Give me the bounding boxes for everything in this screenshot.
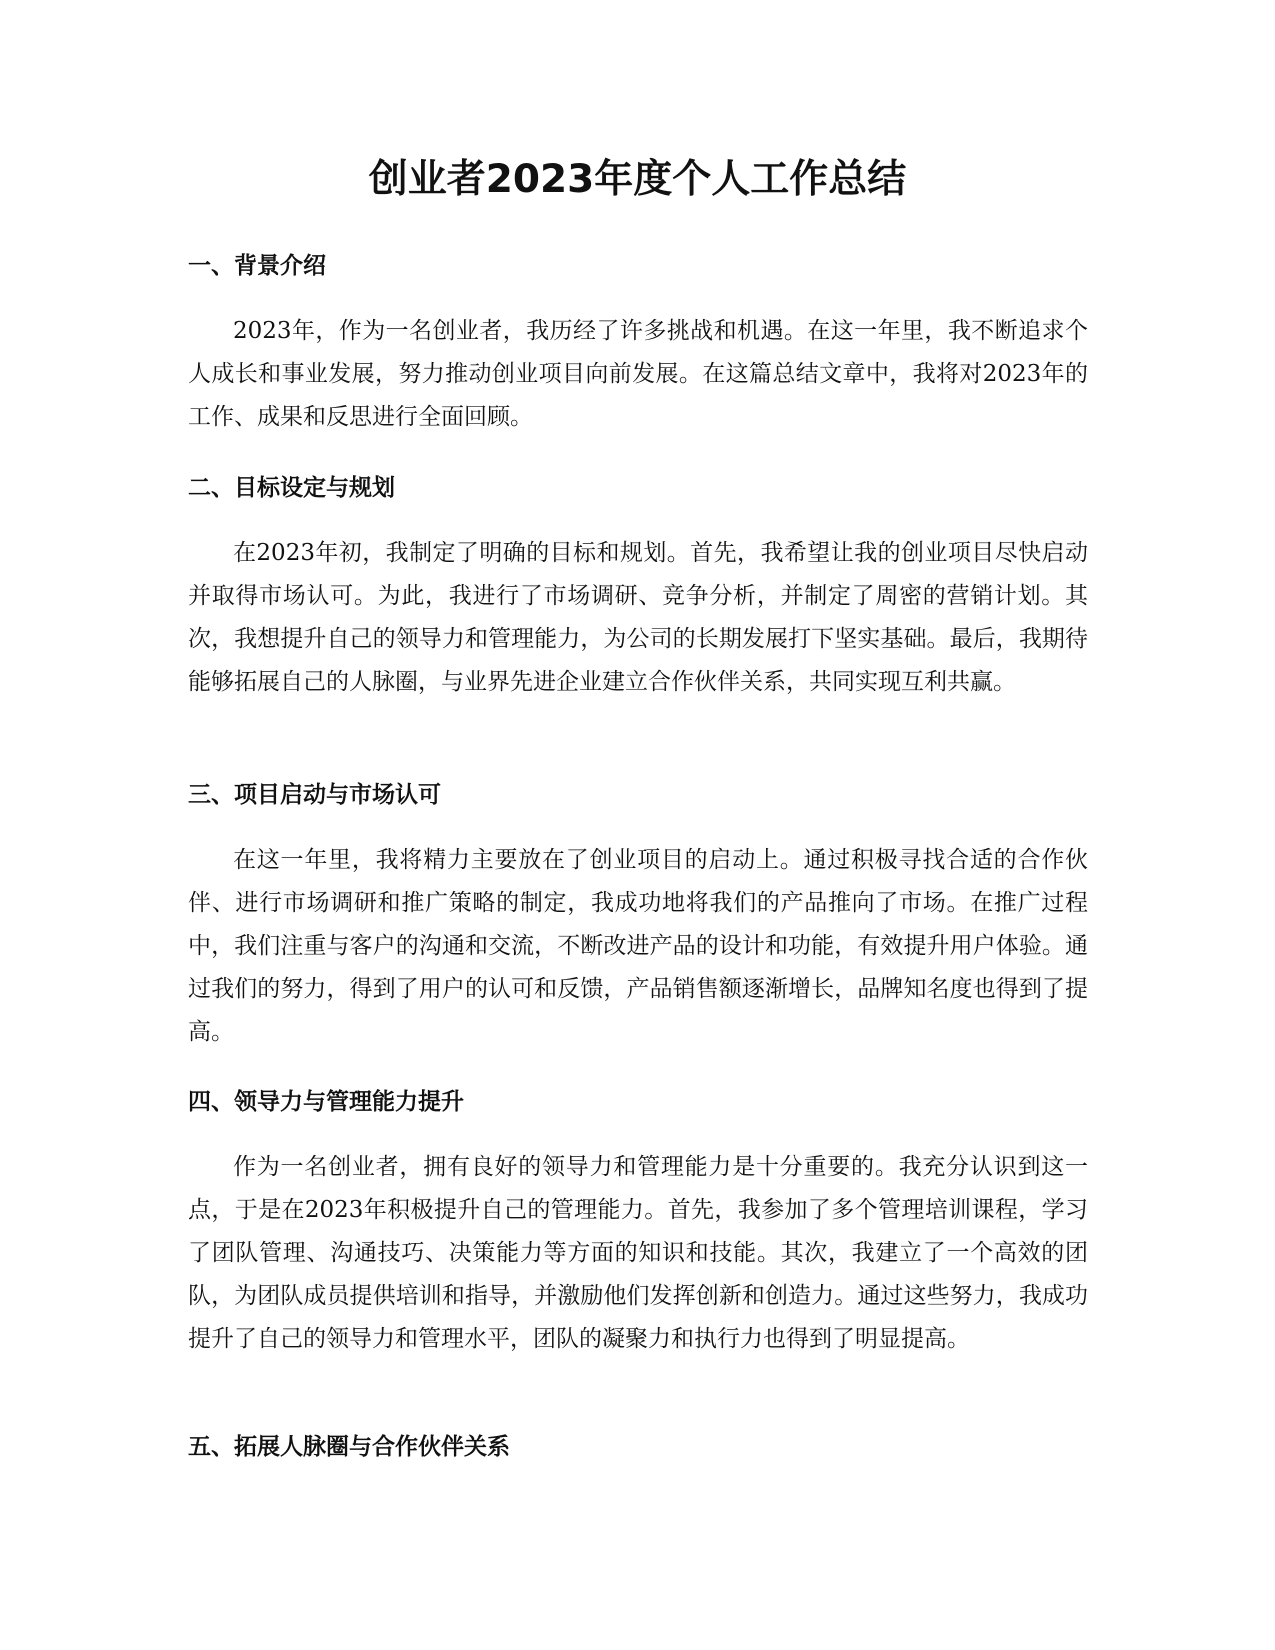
section-paragraph-leadership: 作为一名创业者，拥有良好的领导力和管理能力是十分重要的。我充分认识到这一点，于是在2023年积极提升自己的管理能力。首先，我参加了多个管理培训课程，学习了团队管理、沟通技巧、决策能力等方面的知识和技能。其次，我建立了一个高效的团队，为团队成员提供培训和指导，并激励他们发挥创新和创造力。通过这些努力，我成功提升了自己的领导力和管理水平，团队的凝聚力和执行力也得到了明显提高。 — [188, 1154, 1088, 1352]
section-heading-background: 一、背景介绍 — [188, 253, 326, 279]
section-paragraph-goals: 在2023年初，我制定了明确的目标和规划。首先，我希望让我的创业项目尽快启动并取得市场认可。为此，我进行了市场调研、竞争分析，并制定了周密的营销计划。其次，我想提升自己的领导力和管理能力，为公司的长期发展打下坚实基础。最后，我期待能够拓展自己的人脉圈，与业界先进企业建立合作伙伴关系，共同实现互利共赢。 — [188, 540, 1088, 695]
section-heading-goals: 二、目标设定与规划 — [188, 475, 395, 501]
section-paragraph-project-launch: 在这一年里，我将精力主要放在了创业项目的启动上。通过积极寻找合适的合作伙伴、进行市场调研和推广策略的制定，我成功地将我们的产品推向了市场。在推广过程中，我们注重与客户的沟通和交流，不断改进产品的设计和功能，有效提升用户体验。通过我们的努力，得到了用户的认可和反馈，产品销售额逐渐增长，品牌知名度也得到了提高。 — [188, 847, 1088, 1045]
section-heading-leadership: 四、领导力与管理能力提升 — [188, 1089, 464, 1115]
section-heading-network: 五、拓展人脉圈与合作伙伴关系 — [188, 1434, 510, 1460]
section-heading-project-launch: 三、项目启动与市场认可 — [188, 782, 441, 808]
document-title: 创业者2023年度个人工作总结 — [368, 157, 907, 202]
section-paragraph-background: 2023年，作为一名创业者，我历经了许多挑战和机遇。在这一年里，我不断追求个人成长和事业发展，努力推动创业项目向前发展。在这篇总结文章中，我将对2023年的工作、成果和反思进行全面回顾。 — [188, 318, 1088, 430]
